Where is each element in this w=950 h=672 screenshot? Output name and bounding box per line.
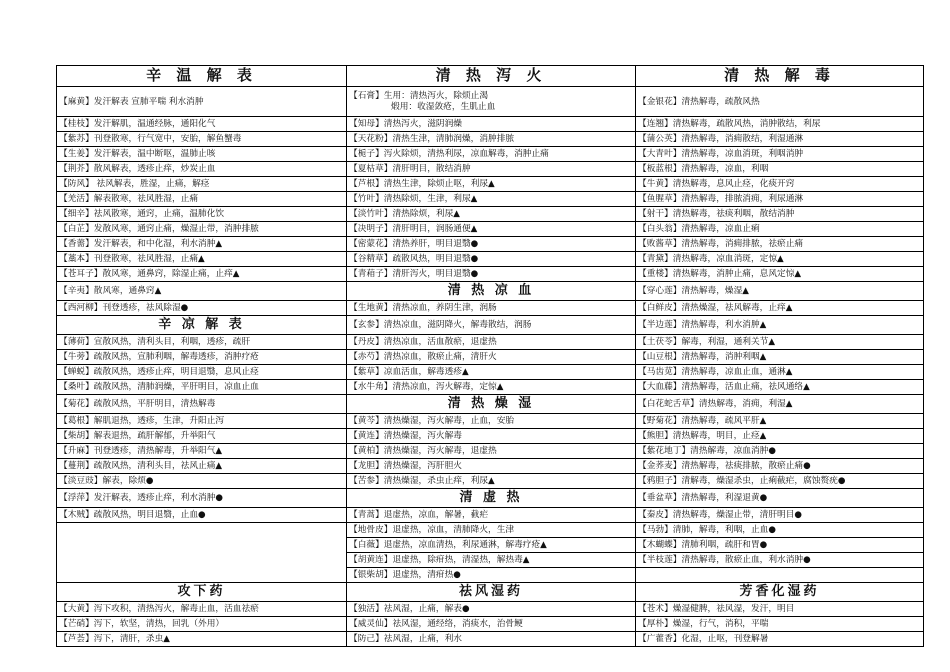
herb-cell: 【丹皮】清热凉血，活血散瘀，退虚热	[347, 335, 636, 350]
herb-cell: 【马勃】清肺，解毒，利咽，止血●	[636, 523, 924, 538]
section-header-qingre-liangxue: 清 热 凉 血	[347, 282, 636, 301]
herb-cell: 【生地黄】清热凉血，养阴生津，润肠	[347, 301, 636, 316]
herb-cell: 【芦根】清热生津，除烦止呕，利尿▲	[347, 177, 636, 192]
herb-cell: 【大血藤】清热解毒，活血止痛，祛风通络▲	[636, 380, 924, 395]
herb-cell: 【桂枝】发汗解肌，温通经脉，通阳化气	[57, 117, 347, 132]
herb-cell: 【天花粉】清热生津，清肺润燥，消肿排脓	[347, 132, 636, 147]
herb-cell: 【白鲜皮】清热燥湿，祛风解毒，止痒▲	[636, 301, 924, 316]
herb-cell: 【银柴胡】退虚热，清疳热●	[347, 568, 636, 583]
herb-line: 煅用：收湿敛疮，生肌止血	[391, 101, 496, 112]
herb-cell: 【麻黄】发汗解表 宣肺平喘 利水消肿	[57, 87, 347, 117]
herb-cell: 【升麻】刊登透疹，清热解毒，升举阳气▲	[57, 444, 347, 459]
herb-cell: 【白头翁】清热解毒，凉血止痢	[636, 222, 924, 237]
section-header-qufeng-shi: 祛风湿药	[347, 583, 636, 602]
section-header-gongxia: 攻下药	[57, 583, 347, 602]
herb-cell: 【威灵仙】祛风湿，通经络，消痰水，治骨鲠	[347, 617, 636, 632]
herb-cell: 【板蓝根】清热解毒，凉血，利咽	[636, 162, 924, 177]
herb-cell: 【白薇】退虚热，凉血清热，利尿通淋，解毒疗疮▲	[347, 538, 636, 553]
herb-cell: 【浮萍】发汗解表，透疹止痒，利水消肿●	[57, 489, 347, 508]
herb-cell: 【青葙子】清肝泻火，明目退翳●	[347, 267, 636, 282]
herb-cell: 【蒲公英】清热解毒，消痈散结，利湿通淋	[636, 132, 924, 147]
herb-cell: 【苍术】燥湿健脾，祛风湿，发汗，明目	[636, 602, 924, 617]
herb-cell: 【薄荷】宣散风热，清利头目，利咽，透疹，疏肝	[57, 335, 347, 350]
section-header-xinliang: 辛 凉 解 表	[57, 316, 347, 335]
herb-cell: 【芦荟】泻下，清肝，杀虫▲	[57, 632, 347, 647]
section-header-xinwen: 辛 温 解 表	[57, 66, 347, 87]
empty-cell	[57, 553, 347, 568]
herb-cell: 【广藿香】化湿，止呕，刊登解暑	[636, 632, 924, 647]
herb-cell: 【半边莲】清热解毒，利水消肿▲	[636, 316, 924, 335]
herb-cell: 【白花蛇舌草】清热解毒，消痈，利湿▲	[636, 395, 924, 414]
herb-cell: 【连翘】清热解毒，疏散风热，消肿散结，利尿	[636, 117, 924, 132]
herb-cell: 【赤芍】清热凉血，散瘀止痛，清肝火	[347, 350, 636, 365]
section-header-fangxiang-hua-shi: 芳香化湿药	[636, 583, 924, 602]
herb-cell: 【熊胆】清热解毒，明目，止痉▲	[636, 429, 924, 444]
empty-cell	[57, 538, 347, 553]
herb-cell: 【重楼】清热解毒，消肿止痛，息风定惊▲	[636, 267, 924, 282]
herb-cell: 【败酱草】清热解毒，消痈排脓，祛瘀止痛	[636, 237, 924, 252]
herb-cell: 【马齿苋】清热解毒，凉血止血，通淋▲	[636, 365, 924, 380]
herb-cell: 【辛夷】散风寒，通鼻窍▲	[57, 282, 347, 301]
herb-cell: 【龙胆】清热燥湿，泻肝胆火	[347, 459, 636, 474]
herb-cell: 【野菊花】清热解毒，疏风平肝▲	[636, 414, 924, 429]
herb-cell: 【苦参】清热燥湿，杀虫止痒，利尿▲	[347, 474, 636, 489]
herb-cell: 【西河柳】刊登透疹，祛风除湿●	[57, 301, 347, 316]
herb-cell: 【山豆根】清热解毒，消肿利咽▲	[636, 350, 924, 365]
section-header-qingre-zaoshi: 清 热 燥 湿	[347, 395, 636, 414]
herb-cell: 【紫花地丁】清热解毒，凉血消肿●	[636, 444, 924, 459]
herb-cell: 【鱼腥草】清热解毒，排脓消痈，利尿通淋	[636, 192, 924, 207]
herb-cell: 【栀子】泻火除烦，清热利尿，凉血解毒，消肿止痛	[347, 147, 636, 162]
herb-cell: 【大黄】泻下攻积，清热泻火，解毒止血，活血祛瘀	[57, 602, 347, 617]
herb-cell: 【香薷】发汗解表，和中化湿，利水消肿▲	[57, 237, 347, 252]
herb-cell: 【黄柏】清热燥湿，泻火解毒，退虚热	[347, 444, 636, 459]
herb-cell: 【防风】 祛风解表，胜湿，止痛，解痉	[57, 177, 347, 192]
herb-cell: 【玄参】清热凉血，滋阴降火，解毒散结，润肠	[347, 316, 636, 335]
herb-cell: 【土茯苓】解毒，利湿，通利关节▲	[636, 335, 924, 350]
herb-cell: 【夏枯草】清肝明目，散结消肿	[347, 162, 636, 177]
herb-cell: 【独活】祛风湿，止痛，解表●	[347, 602, 636, 617]
herb-cell: 【密蒙花】清热养肝，明目退翳●	[347, 237, 636, 252]
herb-cell: 【决明子】清肝明目，润肠通便▲	[347, 222, 636, 237]
section-header-qingre-jiedu: 清 热 解 毒	[636, 66, 924, 87]
herb-cell: 【鸦胆子】清解毒，燥湿杀虫，止痢截疟，腐蚀赘疣●	[636, 474, 924, 489]
herb-cell: 【防己】祛风湿，止痛，利水	[347, 632, 636, 647]
herb-cell: 【木贼】疏散风热，明目退翳，止血●	[57, 508, 347, 523]
herb-cell: 【青蒿】退虚热，凉血，解暑，截疟	[347, 508, 636, 523]
herb-cell: 【厚朴】燥湿，行气，消积，平喘	[636, 617, 924, 632]
herb-classification-table	[56, 65, 924, 647]
herb-cell: 【荆芥】散风解表，透疹止痒，炒炭止血	[57, 162, 347, 177]
herb-cell: 【胡黄连】退虚热，除疳热，清湿热，解热毒▲	[347, 553, 636, 568]
herb-cell: 【穿心莲】清热解毒，燥湿▲	[636, 282, 924, 301]
herb-cell: 【金荞麦】清热解毒，祛痰排脓，散瘀止痛●	[636, 459, 924, 474]
herb-cell: 【菊花】疏散风热，平肝明目，清热解毒	[57, 395, 347, 414]
herb-cell: 【白芷】发散风寒，通窍止痛，燥湿止带，消肿排脓	[57, 222, 347, 237]
empty-cell	[636, 568, 924, 583]
herb-cell: 【苍耳子】散风寒，通鼻窍，除湿止痛，止痒▲	[57, 267, 347, 282]
herb-cell: 【青黛】清热解毒，凉血消斑，定惊▲	[636, 252, 924, 267]
herb-cell: 【竹叶】清热除烦，生津，利尿▲	[347, 192, 636, 207]
empty-cell	[57, 523, 347, 538]
herb-cell: 【生姜】发汗解表，温中断呕，温肺止咳	[57, 147, 347, 162]
herb-cell: 【半枝莲】清热解毒，散瘀止血，利水消肿●	[636, 553, 924, 568]
herb-cell: 【垂盆草】清热解毒，利湿退黄●	[636, 489, 924, 508]
herb-cell: 【秦皮】清热解毒，燥湿止带，清肝明目●	[636, 508, 924, 523]
herb-cell: 【紫苏】刊登散寒，行气宽中，安胎，解鱼蟹毒	[57, 132, 347, 147]
herb-cell: 【大青叶】清热解毒，凉血消斑，利咽消肿	[636, 147, 924, 162]
herb-cell: 【蔓荆】疏散风热，清利头目，祛风止痛▲	[57, 459, 347, 474]
herb-cell: 【黄芩】清热燥湿，泻火解毒，止血，安胎	[347, 414, 636, 429]
herb-cell: 【地骨皮】退虚热，凉血，清肺降火，生津	[347, 523, 636, 538]
herb-cell: 【桑叶】疏散风热，清肺润燥，平肝明目，凉血止血	[57, 380, 347, 395]
herb-cell: 【柴胡】解表退热，疏肝解郁，升举阳气	[57, 429, 347, 444]
herb-cell: 【水牛角】清热凉血，泻火解毒，定惊▲	[347, 380, 636, 395]
section-header-qingre-xiehuo: 清 热 泻 火	[347, 66, 636, 87]
herb-cell: 【细辛】祛风散寒，通窍，止痛，温肺化饮	[57, 207, 347, 222]
herb-cell: 【牛黄】清热解毒，息风止痉，化痰开窍	[636, 177, 924, 192]
herb-cell-shigao	[347, 87, 636, 117]
herb-cell: 【木蝴蝶】清肺利咽，疏肝和胃●	[636, 538, 924, 553]
herb-cell: 【淡豆豉】解表，除烦●	[57, 474, 347, 489]
herb-cell: 【谷精草】疏散风热，明目退翳●	[347, 252, 636, 267]
herb-cell: 【藁本】刊登散寒，祛风胜湿，止痛▲	[57, 252, 347, 267]
herb-cell: 【金银花】清热解毒，疏散风热	[636, 87, 924, 117]
herb-cell: 【葛根】解肌退热，透疹，生津，升阳止泻	[57, 414, 347, 429]
herb-cell: 【射干】清热解毒，祛痰利咽，散结消肿	[636, 207, 924, 222]
section-header-qing-xure: 清 虚 热	[347, 489, 636, 508]
herb-cell: 【蝉蜕】疏散风热，透疹止痒，明目退翳，息风止痉	[57, 365, 347, 380]
herb-line: 【石膏】生用：清热泻火，除烦止渴	[349, 90, 488, 101]
herb-cell: 【紫草】凉血活血，解毒透疹▲	[347, 365, 636, 380]
herb-cell: 【知母】清热泻火，滋阴润燥	[347, 117, 636, 132]
empty-cell	[57, 568, 347, 583]
herb-cell: 【芒硝】泻下，软坚，清热，回乳（外用）	[57, 617, 347, 632]
herb-cell: 【牛蒡】疏散风热，宣肺利咽，解毒透疹，消肿疗疮	[57, 350, 347, 365]
herb-cell: 【黄连】清热燥湿，泻火解毒	[347, 429, 636, 444]
herb-cell: 【羌活】解表散寒，祛风胜湿，止痛	[57, 192, 347, 207]
herb-cell: 【淡竹叶】清热除烦，利尿▲	[347, 207, 636, 222]
